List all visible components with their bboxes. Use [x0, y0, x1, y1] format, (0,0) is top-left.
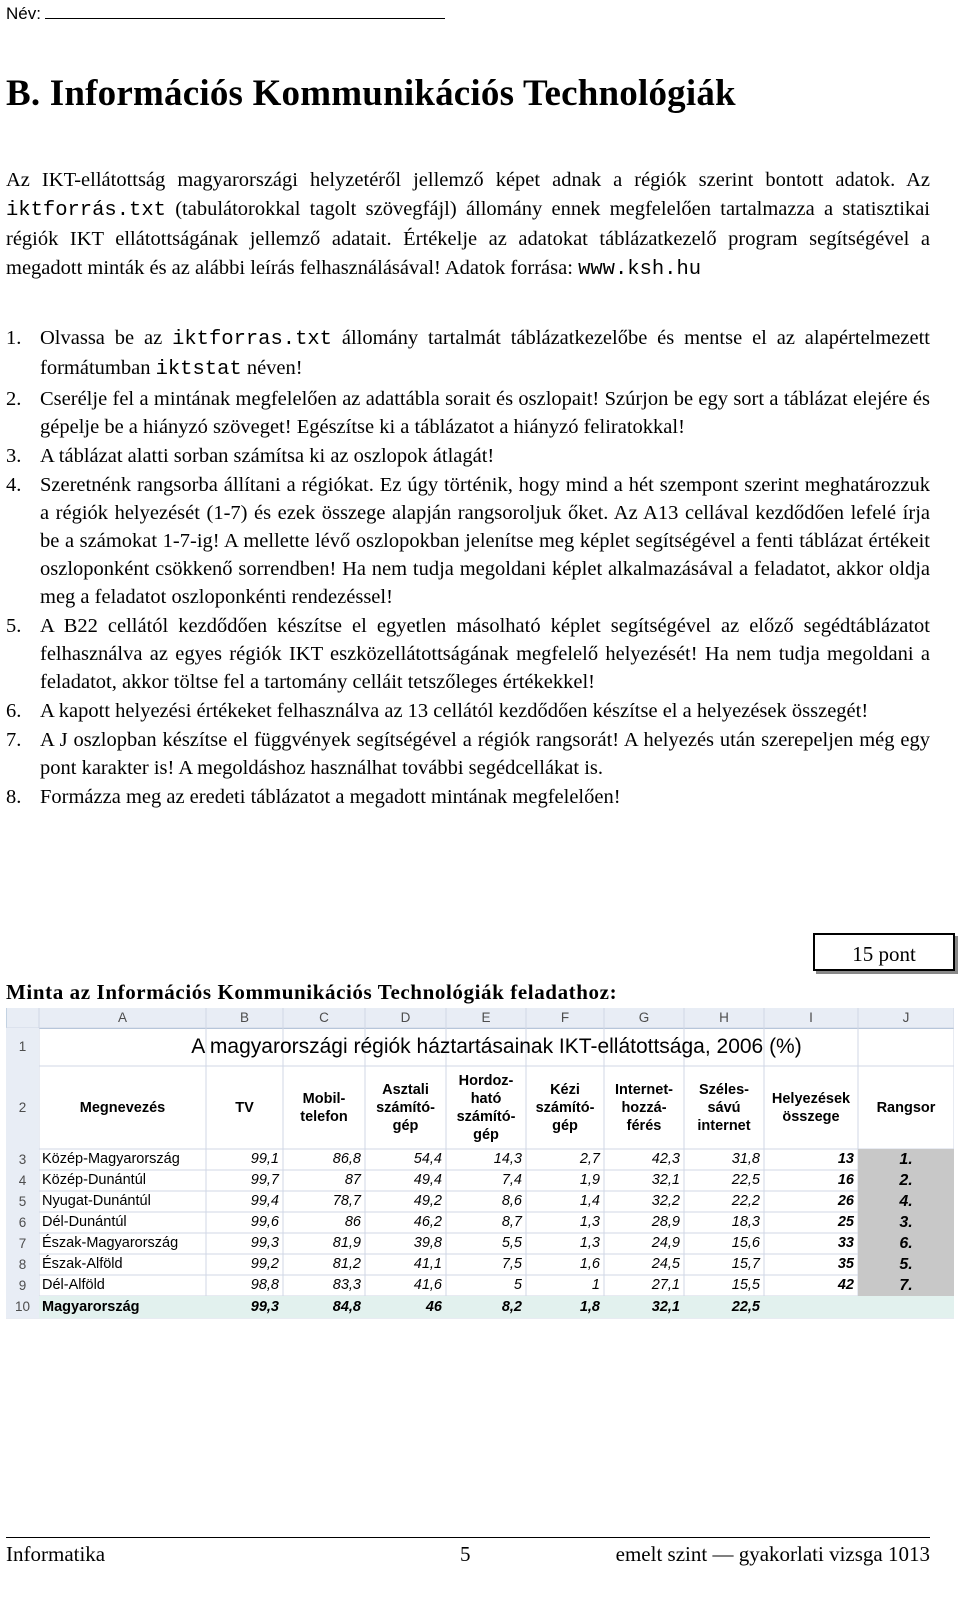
value-cell: 8,6 — [501, 1193, 522, 1209]
value-cell: 42,3 — [651, 1151, 680, 1167]
rank-cell: 1. — [858, 1149, 954, 1170]
task-text: néven! — [241, 357, 303, 379]
value-cell: 87 — [344, 1172, 361, 1188]
value-cell: 1,6 — [579, 1256, 600, 1272]
task-item — [6, 612, 930, 696]
points-box: 15 pont — [813, 933, 955, 971]
task-number: 7. — [6, 729, 22, 751]
column-letter: H — [719, 1010, 729, 1025]
task-number: 3. — [6, 445, 22, 467]
rank-cell: 7. — [858, 1275, 954, 1296]
column-header: Hordoz- ható számító- gép — [456, 1072, 516, 1143]
value-cell: 99,1 — [250, 1151, 279, 1167]
column-header: Kézi számító- gép — [535, 1081, 595, 1134]
value-cell: 98,8 — [250, 1277, 279, 1293]
row-number: 10 — [6, 1296, 39, 1318]
column-letter: G — [638, 1010, 650, 1025]
value-cell: 99,6 — [250, 1214, 279, 1230]
region-name-cell: Magyarország — [39, 1296, 206, 1318]
task-item — [6, 471, 930, 611]
rank-sum-cell: 25 — [837, 1214, 854, 1230]
task-item — [6, 726, 930, 782]
name-underline — [45, 4, 445, 19]
task-text: A kapott helyezési értékeket felhasználva az 13 cellától kezdődően készítse el a helyezések összegét! — [40, 700, 869, 722]
value-cell: 41,6 — [413, 1277, 442, 1293]
value-cell: 18,3 — [731, 1214, 760, 1230]
value-cell: 99,3 — [250, 1235, 279, 1251]
value-cell: 86 — [344, 1214, 361, 1230]
column-header: Széles- sávú internet — [697, 1081, 751, 1134]
footer-exam-info: emelt szint — gyakorlati vizsga 1013 — [615, 1542, 930, 1566]
value-cell: 7,5 — [501, 1256, 522, 1272]
rank-sum-cell: 26 — [837, 1193, 854, 1209]
value-cell: 1,3 — [579, 1214, 600, 1230]
value-cell: 32,1 — [604, 1296, 684, 1318]
value-cell: 86,8 — [332, 1151, 361, 1167]
column-header: Helyezések összege — [771, 1090, 851, 1125]
column-letter: A — [117, 1010, 127, 1025]
task-text: Formázza meg az eredeti táblázatot a megadott mintának megfelelően! — [40, 786, 621, 808]
rank-sum-cell: 35 — [837, 1256, 854, 1272]
column-letter: E — [481, 1010, 491, 1025]
rank-cell: 3. — [858, 1212, 954, 1233]
task-text: Cserélje fel a mintának megfelelően az adattábla sorait és oszlopait! Szúrjon be egy sort a táblázat elejére és gépelje be a hiányzó szöveget! Egészítse ki a táblázatot a hiányzó feliratokkal! — [40, 388, 930, 438]
value-cell: 5 — [513, 1277, 522, 1293]
row-number: 6 — [6, 1212, 39, 1233]
row-number: 5 — [6, 1191, 39, 1212]
value-cell: 99,7 — [250, 1172, 279, 1188]
value-cell: 81,9 — [332, 1235, 361, 1251]
task-text: Szeretnénk rangsorba állítani a régiókat. Ez úgy történik, hogy mind a hét szempont szerint meghatározzuk a régiók helyezését (1-7) és ezek összege alapján rangsoroljuk őket. Az A13 cellával kezdődően lefelé írja be a számokat 1-7-ig! A mellette lévő oszlopokban jelenítse meg képlet segítségével a fenti táblázat értékeit oszloponként csökkenő sorrendben! Ha nem tudja megoldani képlet alkalmazásával a feladatot, akkor oldja meg a feladatot oszloponkénti rendezéssel! — [40, 474, 930, 608]
value-cell: 1,8 — [526, 1296, 604, 1318]
column-letter: F — [560, 1010, 570, 1025]
value-cell: 1,3 — [579, 1235, 600, 1251]
column-letter: D — [400, 1010, 411, 1025]
task-list — [6, 324, 930, 812]
column-letter: J — [902, 1010, 910, 1025]
sample-caption: Minta az Információs Kommunikációs Technológiák feladathoz: — [6, 980, 618, 1004]
footer-subject: Informatika — [6, 1542, 106, 1566]
column-header: Megnevezés — [79, 1099, 166, 1116]
task-savename: iktstat — [155, 358, 242, 381]
value-cell: 49,2 — [413, 1193, 442, 1209]
value-cell: 81,2 — [332, 1256, 361, 1272]
task-item — [6, 385, 930, 441]
rank-cell: 5. — [858, 1254, 954, 1275]
value-cell: 1,9 — [579, 1172, 600, 1188]
column-header: Mobil- telefon — [300, 1090, 348, 1125]
task-text: A táblázat alatti sorban számítsa ki az oszlopok átlagát! — [40, 445, 495, 467]
column-header: Internet- hozzá- férés — [615, 1081, 673, 1134]
region-name-cell: Dél-Dunántúl — [42, 1214, 127, 1230]
value-cell: 24,5 — [651, 1256, 680, 1272]
value-cell: 83,3 — [332, 1277, 361, 1293]
task-item — [6, 697, 930, 725]
task-number: 6. — [6, 700, 22, 722]
value-cell: 1,4 — [579, 1193, 600, 1209]
intro-text-2: (tabulátorokkal tagolt szövegfájl) állomány ennek megfelelően tartalmazza a statisztikai régiók IKT ellátottságának jellemző adatait. Értékelje az adatokat táblázatkezelő program segítségével a megadott minták és az alábbi leírás felhasználásával! Adatok forrása: — [6, 198, 930, 279]
value-cell: 7,4 — [501, 1172, 522, 1188]
footer-page-number: 5 — [460, 1542, 471, 1566]
row-number: 8 — [6, 1254, 39, 1275]
column-letter: B — [239, 1010, 249, 1025]
value-cell: 22,2 — [731, 1193, 760, 1209]
rank-cell: 4. — [858, 1191, 954, 1212]
row-number: 3 — [6, 1149, 39, 1170]
value-cell: 2,7 — [579, 1151, 600, 1167]
task-number: 5. — [6, 615, 22, 637]
row-number: 4 — [6, 1170, 39, 1191]
row-number: 9 — [6, 1275, 39, 1296]
value-cell: 27,1 — [651, 1277, 680, 1293]
region-name-cell: Dél-Alföld — [42, 1277, 105, 1293]
value-cell: 14,3 — [493, 1151, 522, 1167]
value-cell: 32,2 — [651, 1193, 680, 1209]
value-cell: 41,1 — [413, 1256, 442, 1272]
task-number: 4. — [6, 474, 22, 496]
rank-sum-cell: 13 — [837, 1151, 854, 1167]
page-footer — [6, 1537, 930, 1566]
value-cell: 32,1 — [651, 1172, 680, 1188]
intro-paragraph — [6, 166, 930, 284]
value-cell: 46,2 — [413, 1214, 442, 1230]
value-cell: 22,5 — [684, 1296, 764, 1318]
region-name-cell: Közép-Magyarország — [42, 1151, 180, 1167]
task-text: Olvassa be az — [40, 327, 173, 349]
intro-filename: iktforrás.txt — [6, 199, 166, 222]
value-cell: 46 — [365, 1296, 446, 1318]
rank-cell — [858, 1296, 954, 1318]
value-cell: 15,6 — [731, 1235, 760, 1251]
intro-source: www.ksh.hu — [578, 258, 702, 281]
value-cell: 15,5 — [731, 1277, 760, 1293]
rank-sum-cell: 42 — [837, 1277, 854, 1293]
task-item — [6, 783, 930, 811]
column-header: Rangsor — [876, 1099, 936, 1116]
task-text: A B22 cellától kezdődően készítse el egyetlen másolható képlet segítségével az előző segédtáblázatot felhasználva az egyes régiók IKT eszközellátottságának megfelelő helyezését! Ha nem tudja megoldani a feladatot, akkor töltse fel a tartomány celláit tetszőleges értékekkel! — [40, 615, 930, 693]
value-cell: 49,4 — [413, 1172, 442, 1188]
task-item — [6, 442, 930, 470]
rank-cell: 2. — [858, 1170, 954, 1191]
row-number: 7 — [6, 1233, 39, 1254]
task-text: A J oszlopban készítse el függvények segítségével a régiók rangsorát! A helyezés után szerepeljen még egy pont karakter is! A megoldáshoz használhat további segédcellákat is. — [40, 729, 930, 779]
value-cell: 8,7 — [501, 1214, 522, 1230]
value-cell: 99,4 — [250, 1193, 279, 1209]
value-cell: 24,9 — [651, 1235, 680, 1251]
value-cell: 22,5 — [731, 1172, 760, 1188]
region-name-cell: Közép-Dunántúl — [42, 1172, 146, 1188]
task-item — [6, 324, 930, 384]
row-number: 1 — [6, 1028, 39, 1066]
column-letter: I — [809, 1010, 813, 1025]
region-name-cell: Nyugat-Dunántúl — [42, 1193, 151, 1209]
value-cell: 31,8 — [731, 1151, 760, 1167]
intro-text-1: Az IKT-ellátottság magyarországi helyzetéről jellemző képet adnak a régiók szerint bontott adatok. Az — [6, 169, 930, 191]
task-number: 1. — [6, 327, 22, 349]
value-cell: 8,2 — [446, 1296, 526, 1318]
value-cell: 84,8 — [283, 1296, 365, 1318]
value-cell: 99,3 — [206, 1296, 283, 1318]
task-number: 8. — [6, 786, 22, 808]
value-cell: 28,9 — [651, 1214, 680, 1230]
value-cell: 5,5 — [501, 1235, 522, 1251]
region-name-cell: Észak-Magyarország — [42, 1235, 179, 1251]
rank-sum-cell — [764, 1296, 858, 1318]
rank-sum-cell: 33 — [837, 1235, 854, 1251]
row-number: 2 — [6, 1066, 39, 1149]
name-field — [6, 4, 445, 24]
name-label: Név: — [6, 4, 41, 23]
task-number: 2. — [6, 388, 22, 410]
rank-cell: 6. — [858, 1233, 954, 1254]
task-text: állomány tartalmát táblázatkezelőbe és mentse el az alapértelmezett formátumban — [40, 327, 930, 379]
rank-sum-cell: 16 — [837, 1172, 854, 1188]
value-cell: 99,2 — [250, 1256, 279, 1272]
region-name-cell: Észak-Alföld — [42, 1256, 123, 1272]
column-header: TV — [235, 1099, 254, 1116]
page-title: B. Információs Kommunikációs Technológiák — [6, 73, 736, 114]
value-cell: 54,4 — [413, 1151, 442, 1167]
sheet-title: A magyarországi régiók háztartásainak IKT-ellátottsága, 2006 (%) — [191, 1035, 802, 1058]
value-cell: 78,7 — [332, 1193, 361, 1209]
value-cell: 15,7 — [731, 1256, 760, 1272]
column-header: Asztali számító- gép — [376, 1081, 435, 1134]
value-cell: 1 — [591, 1277, 600, 1293]
task-filename: iktforras.txt — [172, 328, 332, 351]
value-cell: 39,8 — [413, 1235, 442, 1251]
column-letter: C — [319, 1010, 329, 1025]
